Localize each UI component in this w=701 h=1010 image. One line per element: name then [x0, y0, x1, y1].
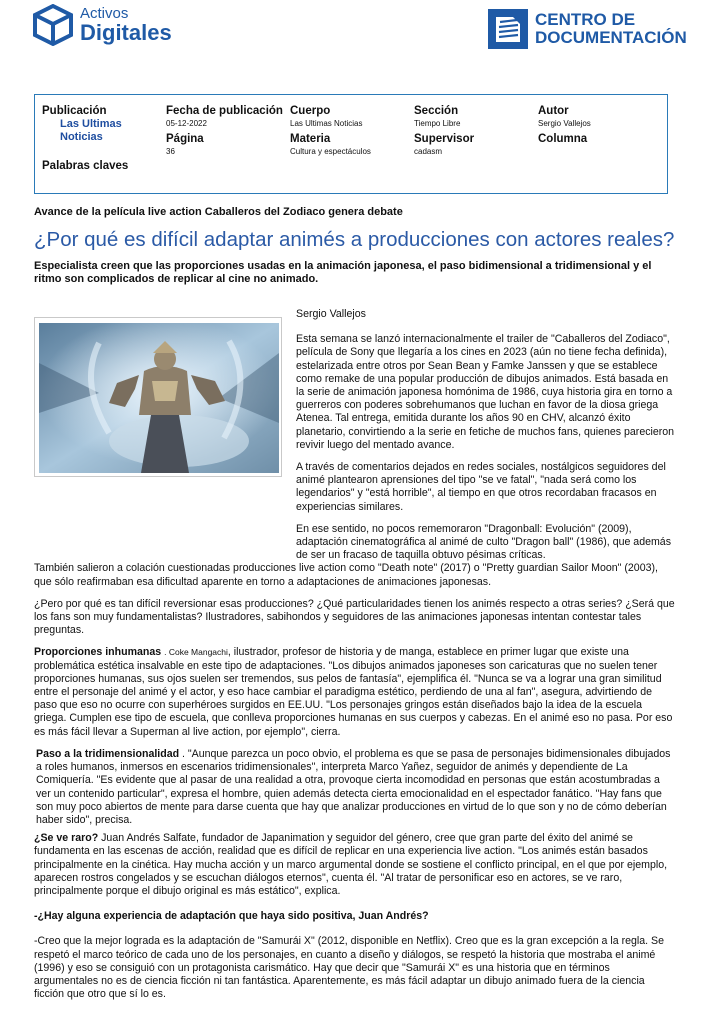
publicacion-label: Publicación	[42, 105, 107, 117]
fecha-label: Fecha de publicación	[166, 105, 283, 117]
interview-question: -¿Hay alguna experiencia de adaptación que haya sido positiva, Juan Andrés?	[34, 910, 429, 923]
article-photo	[34, 317, 282, 477]
seccion-label: Sección	[414, 105, 459, 117]
meta-fecha	[166, 104, 283, 157]
meta-palabras	[42, 159, 128, 173]
materia-value: Cultura y espectáculos	[290, 147, 371, 156]
paragraph: ¿Pero por qué es tan difícil reversionar esas producciones? ¿Qué particularidades tienen los animés respecto a otras series? ¿Será que los fans son muy fundamentalistas? Ilustradores, sabihondos y seguidores de las animaciones japonesas intentan contestar tales preguntas.	[34, 597, 675, 637]
document-logo-icon	[487, 8, 529, 50]
autor-value: Sergio Vallejos	[538, 119, 591, 128]
cube-logo-icon	[32, 4, 74, 46]
meta-cuerpo	[290, 104, 371, 157]
section-title: Paso a la tridimensionalidad	[36, 747, 180, 760]
interview-answer: -Creo que la mejor lograda es la adaptación de "Samurái X" (2012, disponible en Netflix). Creo que es la gran excepción a la regla. Se respetó el marco teórico de cada uno de los personajes, en cuanto a diseño y diálogos, se respetó la historia que mostraba el animé (1996) y eso se consiguió con un protagonista carismático. Hay que decir que "Samurái X" es una historia que en términos argumentales no es de ciencia ficción ni tan fantástica. Aparentemente, es más fácil adaptar un dibujo animado fuera de la ciencia ficción que otro que sí lo es.	[34, 935, 664, 1001]
fecha-value: 05-12-2022	[166, 119, 207, 128]
paragraph: A través de comentarios dejados en redes sociales, nostálgicos seguidores del animé plantearon aprensiones del tipo "se ve fatal", "nada será como los legendarios" y "está horrible", al tiempo en que otros recordaban fracasos en experiencias similares.	[296, 461, 666, 513]
cuerpo-label: Cuerpo	[290, 105, 331, 117]
supervisor-value: cadasm	[414, 147, 443, 156]
pagina-label: Página	[166, 133, 204, 145]
source-name: Coke Mangachi	[168, 647, 228, 658]
article-kicker: Avance de la película live action Caballeros del Zodiaco genera debate	[34, 206, 403, 218]
logo-line-2: Digitales	[80, 20, 172, 45]
paragraph: Esta semana se lanzó internacionalmente el trailer de "Caballeros del Zodiaco", película de Sony que llegaría a los cines en 2023 (aún no tiene fecha definida), estelarizada entre otros por Sean Bean y Famke Janssen y que se establece como remake de una popular producción de dibujos animados. Está basada en la serie de animación japonesa homónima de 1986, cuya historia gira en torno a guerreros con poderes sobrehumanos que luchan en favor de la diosa griega Atenea. Tal entrega, emitida durante los años 90 en CHV, alcanzó éxito planetario, convirtiendo a la serie en fetiche de muchos fans, quienes parecieron revivir luego del mentado avance.	[296, 333, 675, 451]
section-text: , ilustrador, profesor de historia y de manga, establece en primer lugar que existe una problemática estética insalvable en este tipo de adaptaciones. "Los dibujos animados japoneses son caricaturas que no suelen tener proporciones humanas, sus ojos suelen ser tremendos, sus pelos de fantasía", ejemplifica él. "Nunca se va a lograr una gran similitud entre el personaje del animé y el actor, y eso hace cambiar el paradigma estético, perdiendo de una al fan", asegura, advirtiendo de paso que eso no ocurre con superhéroes surgidos en EE.UU. "Los personajes gringos están diseñados bajo la idea de la escuela griega. Cumplen ese tipo de escuela, que conlleva proporciones humanas en sus cuerpos y cabezas. En el animé eso no pasa. Por eso es más fácil llevar a Superman al live action, por ejemplo", cierra.	[34, 646, 673, 738]
meta-seccion	[414, 104, 474, 157]
meta-publicacion	[42, 104, 132, 144]
section-se-ve-raro	[34, 832, 676, 898]
supervisor-label: Supervisor	[414, 133, 475, 145]
publicacion-link[interactable]: Las Ultimas Noticias	[60, 118, 122, 143]
logo-line-1: CENTRO DE	[535, 10, 636, 30]
section-title: Proporciones inhumanas	[34, 646, 162, 659]
section-text: Juan Andrés Salfate, fundador de Japanimation y seguidor del género, cree que gran parte del éxito del animé se fundamenta en las escenas de acción, realidad que es difícil de replicar en una experiencia live action. "Los animés están basados principalmente en la cinética. Hay mucha acción y un marco argumental donde se sostiene el conflicto principal, en el que por ejemplo, aparecen rostros congelados y se escuchan diálogos eternos", cuenta él. "Al tratar de personificar eso en actores, se ve raro, principalmente porque el dibujo original es más estático", explica.	[34, 832, 668, 897]
section-tridimensionalidad	[34, 748, 676, 827]
pagina-value: 36	[166, 147, 175, 156]
paragraph-part: También salieron a colación cuestionadas producciones live action como "Death note" (2017) o "Pretty guardian Sailor Moon" (2003), que sólo reafirmaban esa dificultad aparente en torno a adaptaciones de animaciones japonesas.	[34, 562, 658, 588]
article-headline: ¿Por qué es difícil adaptar animés a producciones con actores reales?	[34, 228, 675, 251]
knight-armor-photo	[39, 323, 279, 473]
article-author: Sergio Vallejos	[296, 308, 366, 320]
section-text: . "Aunque parezca un poco obvio, el problema es que se pasa de personajes bidimensionales dibujados a roles humanos, inmersos en escenarios tridimensionales", interpreta Marco Yañez, seguidor de animés y dependiente de La Comiquería. "Es evidente que al pasar de una realidad a otra, provoque cierta incomodidad en personas que están acostumbradas a ver un contenido particular", expresa el hombre, quien además detecta cierta emocionalidad en el espectador fanático. "Hay fans que son muy poco abiertos de mente para darse cuenta que hay que analizar producciones en virtud de lo que son y no de cómo deberían haber sido", precisa.	[36, 747, 671, 826]
article-lead: Especialista creen que las proporciones usadas en la animación japonesa, el paso bidimensional a tridimensional y el ritmo son complicados de replicar al cine no animado.	[34, 260, 652, 285]
autor-label: Autor	[538, 105, 569, 117]
logo-line-1: Activos	[80, 5, 129, 22]
columna-label: Columna	[538, 133, 588, 145]
metadata-box	[34, 94, 668, 194]
logo-line-2: DOCUMENTACIÓN	[535, 28, 687, 47]
activos-digitales-logo	[32, 4, 172, 46]
page-header	[0, 0, 701, 70]
paragraph	[34, 523, 676, 589]
palabras-label: Palabras claves	[42, 160, 129, 172]
section-proporciones: Proporciones inhumanas . Coke Mangachi, ilustrador, profesor de historia y de manga, establece en primer lugar que existe una problemática estética insalvable en este tipo de adaptaciones. "Los dibujos animados japoneses son caricaturas que no suelen tener proporciones humanas, sus ojos suelen ser tremendos, sus pelos de fantasía", ejemplifica él. "Nunca se va a lograr una gran similitud entre el personaje del animé y el actor, y eso hace cambiar el paradigma estético, perdiendo de una al fan", asegura, advirtiendo de paso que eso no ocurre con superhéroes surgidos en EE.UU. "Los personajes gringos están diseñados bajo la idea de la escuela griega. Cumplen ese tipo de escuela, que conlleva proporciones humanas en sus cuerpos y cabezas. En el animé eso no pasa. Por eso es más fácil llevar a Superman al live action, por ejemplo", cierra.	[34, 646, 673, 738]
section-title: ¿Se ve raro?	[34, 832, 99, 845]
centro-documentacion-logo	[487, 8, 687, 50]
meta-autor	[538, 104, 591, 146]
seccion-value: Tiempo Libre	[414, 119, 461, 128]
cuerpo-value: Las Ultimas Noticias	[290, 119, 363, 128]
materia-label: Materia	[290, 133, 331, 145]
paragraph-part: En ese sentido, no pocos rememoraron "Dragonball: Evolución" (2009), adaptación cinematográfica al animé de culto "Dragon ball" (1986), que además de ser un fracaso de taquilla obtuvo pésimas críticas.	[296, 522, 671, 562]
